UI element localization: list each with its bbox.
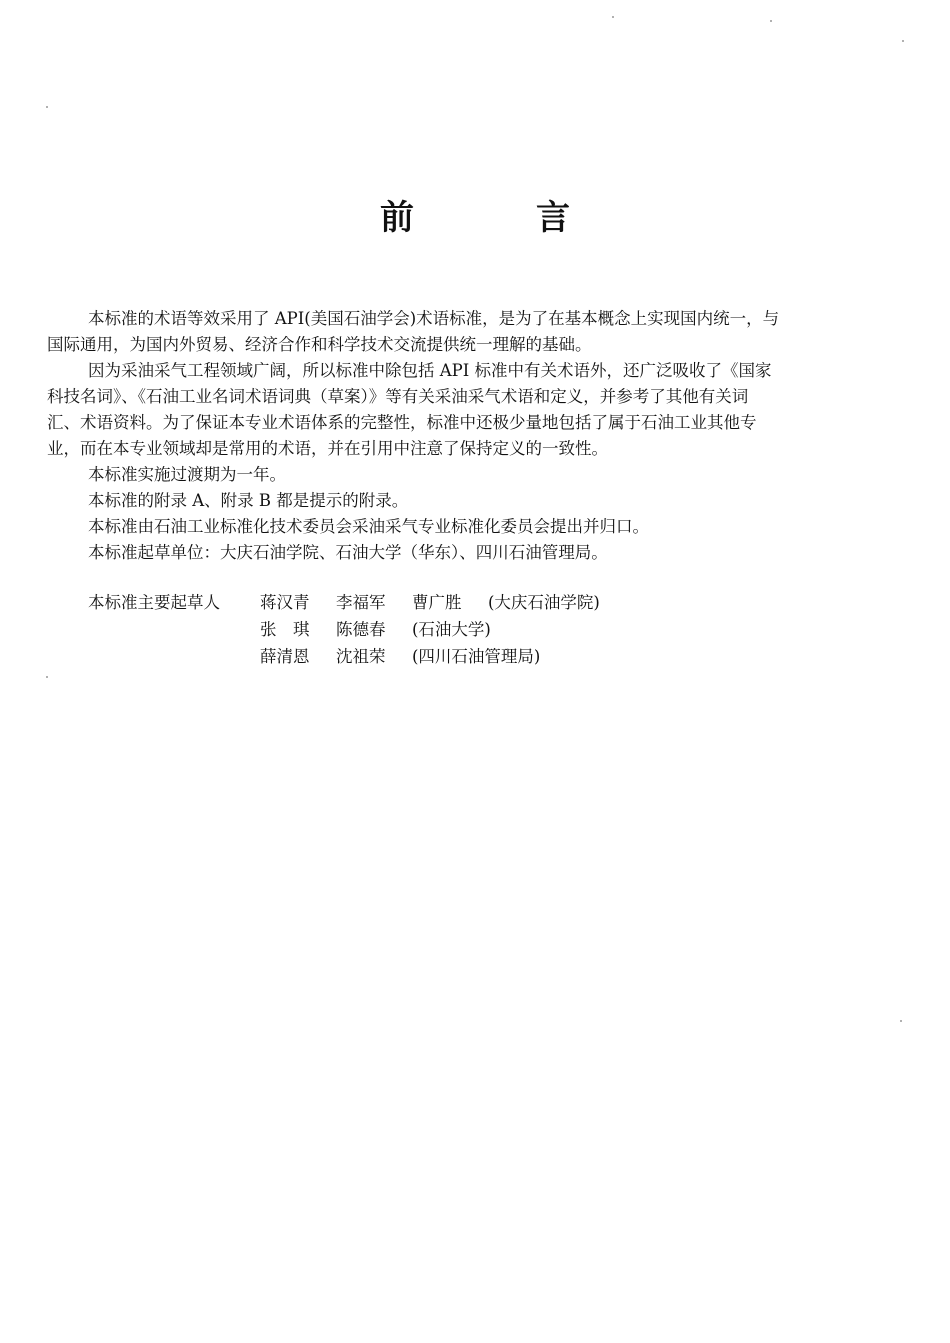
paragraph-line: 本标准的附录 A、附录 B 都是提示的附录。	[88, 491, 409, 510]
foreword-body	[47, 306, 893, 566]
paragraph-line: 本标准实施过渡期为一年。	[88, 465, 286, 484]
scan-speck	[902, 40, 904, 42]
drafter-name: 沈祖荣	[336, 647, 386, 666]
paragraph-2	[47, 358, 893, 462]
scan-speck	[900, 1020, 902, 1022]
paragraph-line: 科技名词》、《石油工业名词术语词典（草案）》等有关采油采气术语和定义，并参考了其他有关词	[47, 387, 749, 406]
paragraph-line: 因为采油采气工程领域广阔，所以标准中除包括 API 标准中有关术语外，还广泛吸收了《国家	[88, 361, 772, 380]
scan-speck	[770, 20, 772, 22]
drafters-label: 本标准主要起草人	[88, 593, 220, 612]
paragraph-4	[88, 488, 893, 514]
scan-speck	[612, 16, 614, 18]
drafters-block	[88, 590, 600, 671]
drafters-row	[88, 590, 600, 617]
page-title	[0, 190, 950, 239]
scan-speck	[46, 106, 48, 108]
paragraph-3	[88, 462, 893, 488]
title-char-2: 言	[536, 198, 570, 238]
drafters-row	[88, 644, 600, 671]
drafters-row	[88, 617, 600, 644]
drafter-name: 陈德春	[336, 620, 386, 639]
paragraph-line: 汇、术语资料。为了保证本专业术语体系的完整性，标准中还极少量地包括了属于石油工业其他专	[47, 413, 757, 432]
drafter-name: 张 琪	[260, 620, 310, 639]
drafter-organization: (石油大学)	[412, 620, 491, 639]
paragraph-6	[88, 540, 893, 566]
drafter-name: 李福军	[336, 593, 386, 612]
paragraph-line: 业，而在本专业领域却是常用的术语，并在引用中注意了保持定义的一致性。	[47, 439, 608, 458]
paragraph-line: 本标准的术语等效采用了 API(美国石油学会)术语标准，是为了在基本概念上实现国内统一，与	[88, 309, 780, 328]
title-char-1: 前	[380, 198, 414, 238]
paragraph-5	[88, 514, 893, 540]
paragraph-line: 国际通用，为国内外贸易、经济合作和科学技术交流提供统一理解的基础。	[47, 335, 592, 354]
drafter-name: 蒋汉青	[260, 593, 310, 612]
drafter-organization: (四川石油管理局)	[412, 647, 541, 666]
drafter-name: 曹广胜	[412, 593, 462, 612]
scan-speck	[46, 676, 48, 678]
drafter-organization: (大庆石油学院)	[488, 593, 600, 612]
paragraph-line: 本标准起草单位：大庆石油学院、石油大学（华东）、四川石油管理局。	[88, 543, 608, 562]
paragraph-1	[47, 306, 893, 358]
drafter-name: 薛清恩	[260, 647, 310, 666]
paragraph-line: 本标准由石油工业标准化技术委员会采油采气专业标准化委员会提出并归口。	[88, 517, 649, 536]
